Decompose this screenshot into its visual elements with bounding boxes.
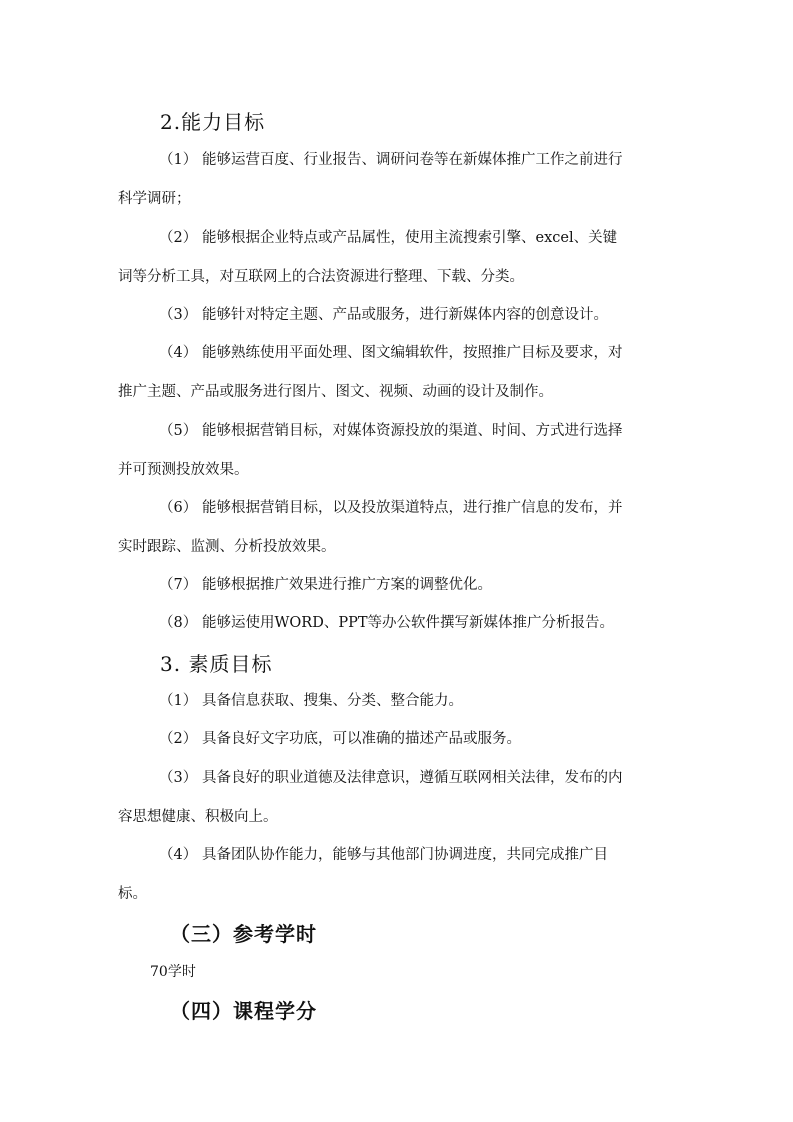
item-text: 能够运营百度、行业报告、调研问卷等在新媒体推广工作之前进行 [202, 152, 623, 168]
credits-heading: （四）课程学分 [170, 999, 317, 1023]
item-number: （3） [159, 307, 198, 323]
ability-item-4 [118, 334, 674, 411]
item-number: （4） [159, 345, 198, 361]
ability-item-6 [118, 489, 674, 566]
item-number: （5） [159, 423, 198, 439]
item-number: （4） [159, 847, 198, 863]
item-text-continued: 科学调研； [118, 190, 191, 207]
ability-item-2 [118, 219, 674, 296]
item-text-continued: 实时跟踪、监测、分析投放效果。 [118, 538, 336, 555]
ability-item-1 [118, 141, 674, 218]
item-text: 能够根据营销目标，以及投放渠道特点，进行推广信息的发布，并 [202, 500, 623, 516]
item-text: 具备良好的职业道德及法律意识，遵循互联网相关法律，发布的内 [202, 770, 623, 786]
item-text-continued: 容思想健康、积极向上。 [118, 808, 278, 825]
hours-heading: （三）参考学时 [170, 922, 317, 946]
item-text: 能够根据推广效果进行推广方案的调整优化。 [202, 577, 492, 593]
item-text: 能够根据营销目标，对媒体资源投放的渠道、时间、方式进行选择 [202, 423, 623, 439]
item-number: （1） [159, 152, 198, 168]
item-number: （2） [159, 230, 198, 246]
ability-item-7 [118, 566, 674, 605]
item-text-continued: 推广主题、产品或服务进行图片、图文、视频、动画的设计及制作。 [118, 383, 553, 400]
quality-item-1 [118, 682, 674, 721]
ability-heading: 2.能力目标 [160, 110, 266, 134]
item-number: （7） [159, 577, 198, 593]
item-text: 具备良好文字功底，可以准确的描述产品或服务。 [202, 731, 521, 747]
item-number: （6） [159, 500, 198, 516]
ability-item-5 [118, 412, 674, 489]
ability-item-3 [118, 296, 674, 335]
item-text: 能够针对特定主题、产品或服务，进行新媒体内容的创意设计。 [202, 307, 608, 323]
quality-item-4 [118, 836, 674, 913]
item-number: （2） [159, 731, 198, 747]
item-number: （3） [159, 770, 198, 786]
item-number: （8） [159, 615, 198, 631]
item-text: 能够根据企业特点或产品属性，使用主流搜索引擎、excel、关键 [202, 230, 618, 246]
item-text-continued: 词等分析工具，对互联网上的合法资源进行整理、下载、分类。 [118, 268, 524, 285]
item-text: 能够熟练使用平面处理、图文编辑软件，按照推广目标及要求，对 [202, 345, 623, 361]
ability-item-8 [118, 604, 674, 643]
quality-heading: 3. 素质目标 [160, 652, 273, 676]
item-text: 能够运使用WORD、PPT等办公软件撰写新媒体推广分析报告。 [202, 615, 615, 631]
quality-item-3 [118, 759, 674, 836]
item-text-continued: 并可预测投放效果。 [118, 461, 249, 478]
quality-item-2 [118, 720, 674, 759]
item-text: 具备信息获取、搜集、分类、整合能力。 [202, 693, 463, 709]
hours-value: 70学时 [150, 964, 196, 980]
item-number: （1） [159, 693, 198, 709]
item-text: 具备团队协作能力，能够与其他部门协调进度，共同完成推广目 [202, 847, 608, 863]
item-text-continued: 标。 [118, 885, 147, 902]
